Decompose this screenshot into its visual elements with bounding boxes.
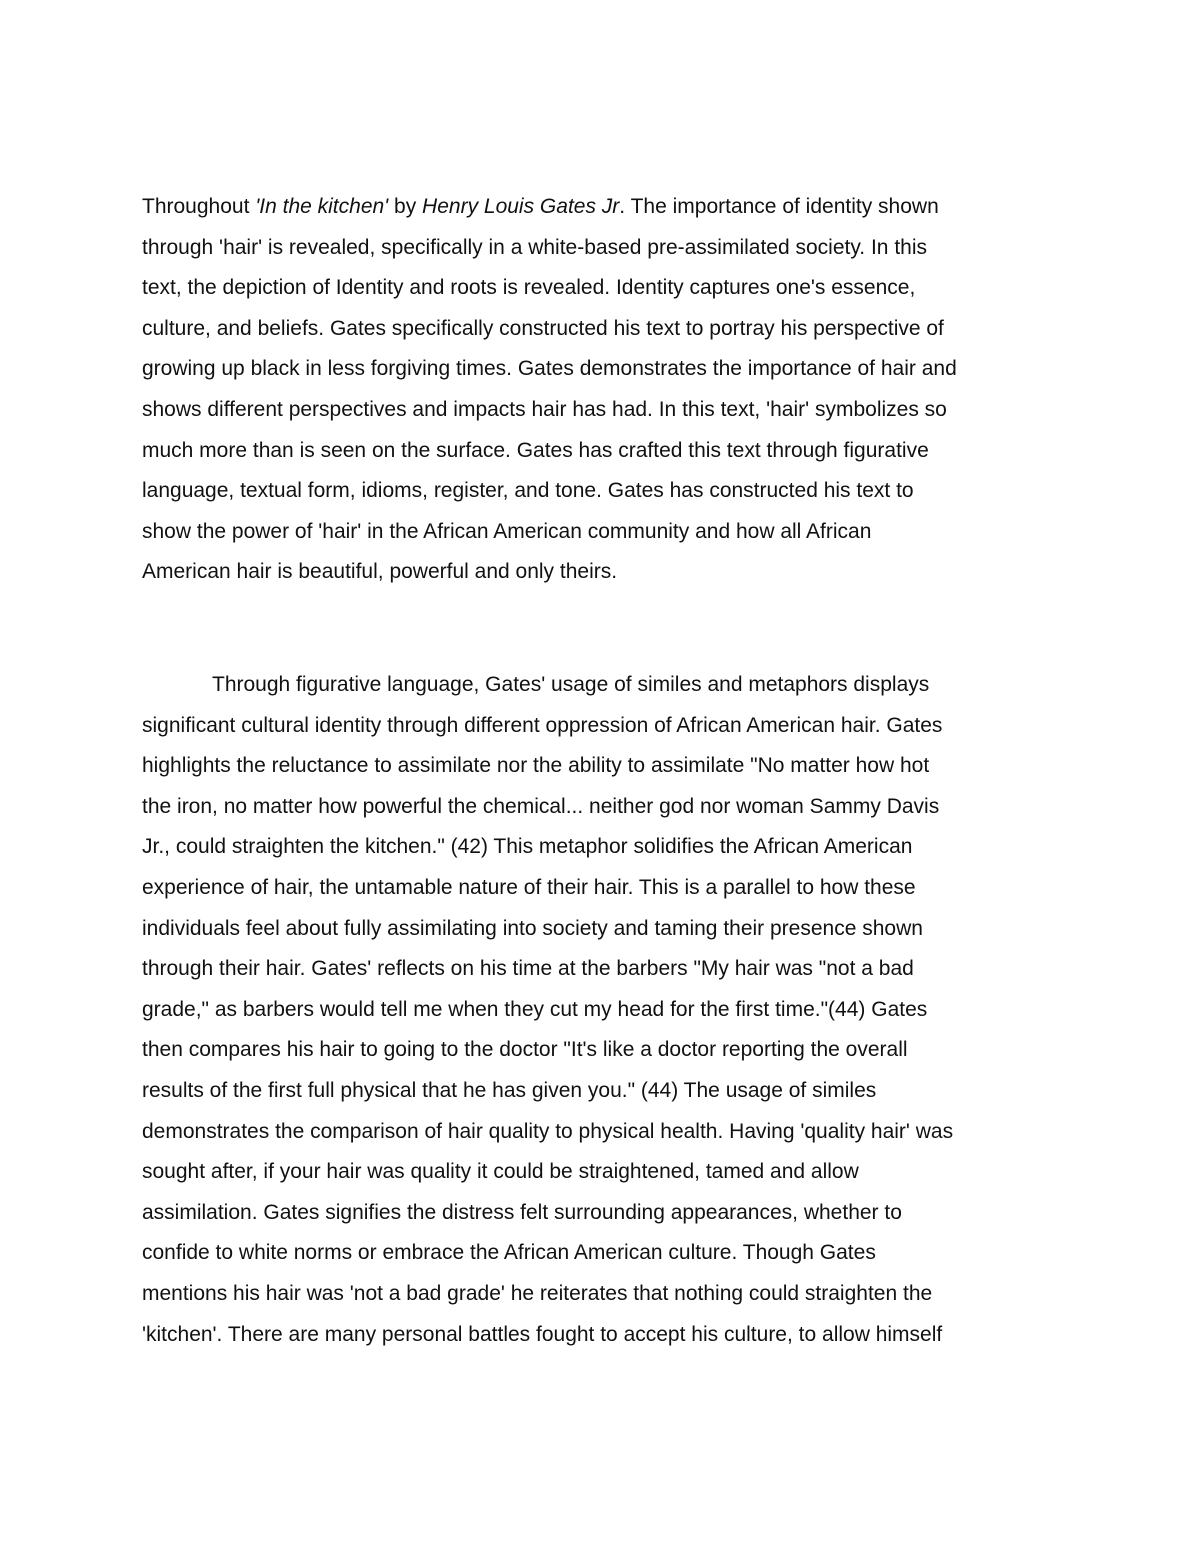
line-text: . The importance of identity shown <box>619 195 939 218</box>
paragraph-line: American hair is beautiful, powerful and only theirs. <box>142 560 618 584</box>
paragraph-line: Jr., could straighten the kitchen." (42) This metaphor solidifies the African American <box>142 835 913 859</box>
line-text: Throughout <box>142 195 256 218</box>
paragraph-line: language, textual form, idioms, register, and tone. Gates has constructed his text to <box>142 479 914 503</box>
paragraph-line: individuals feel about fully assimilating into society and taming their presence shown <box>142 916 923 940</box>
paragraph-line: assimilation. Gates signifies the distress felt surrounding appearances, whether to <box>142 1200 902 1224</box>
paragraph-line: through their hair. Gates' reflects on his time at the barbers "My hair was "not a bad <box>142 957 914 981</box>
paragraph-line: Through figurative language, Gates' usage of similes and metaphors displays <box>212 673 930 696</box>
paragraph-line: experience of hair, the untamable nature of their hair. This is a parallel to how these <box>142 875 916 899</box>
paragraph-line: grade," as barbers would tell me when they cut my head for the first time."(44) Gates <box>142 997 928 1021</box>
paragraph-line: show the power of 'hair' in the African American community and how all African <box>142 519 872 543</box>
paragraph-line: growing up black in less forgiving times. Gates demonstrates the importance of hair and <box>142 357 957 381</box>
paragraph-line: results of the first full physical that he has given you." (44) The usage of similes <box>142 1078 877 1102</box>
author-name: Henry Louis Gates Jr <box>422 195 620 218</box>
paragraph-line: confide to white norms or embrace the African American culture. Though Gates <box>142 1241 876 1265</box>
essay-title: 'In the kitchen' <box>255 195 389 218</box>
paragraph-1 <box>142 187 1072 593</box>
paragraph-line: demonstrates the comparison of hair quality to physical health. Having 'quality hair' was <box>142 1119 954 1143</box>
paragraph-line: then compares his hair to going to the doctor "It's like a doctor reporting the overall <box>142 1038 908 1062</box>
paragraph-line: significant cultural identity through different oppression of African American hair. Gates <box>142 713 943 737</box>
paragraph-line: the iron, no matter how powerful the chemical... neither god nor woman Sammy Davis <box>142 794 940 818</box>
paragraph-line: sought after, if your hair was quality it could be straightened, tamed and allow <box>142 1160 859 1184</box>
line-text: by <box>388 195 423 218</box>
paragraph-1-line-1 <box>142 187 1072 228</box>
paragraph-line: 'kitchen'. There are many personal battles fought to accept his culture, to allow himself <box>142 1322 943 1346</box>
paragraph-line: through 'hair' is revealed, specifically in a white-based pre-assimilated society. In this <box>142 235 927 259</box>
paragraph-line: shows different perspectives and impacts hair has had. In this text, 'hair' symbolizes so <box>142 397 947 421</box>
paragraph-line: mentions his hair was 'not a bad grade' he reiterates that nothing could straighten the <box>142 1281 933 1305</box>
paragraph-2 <box>142 665 1072 1355</box>
paragraph-line: much more than is seen on the surface. Gates has crafted this text through figurative <box>142 438 929 462</box>
paragraph-line: text, the depiction of Identity and roots is revealed. Identity captures one's essence, <box>142 276 916 300</box>
paragraph-line: highlights the reluctance to assimilate nor the ability to assimilate "No matter how hot <box>142 754 930 778</box>
paragraph-line: culture, and beliefs. Gates specifically constructed his text to portray his perspective of <box>142 316 944 340</box>
